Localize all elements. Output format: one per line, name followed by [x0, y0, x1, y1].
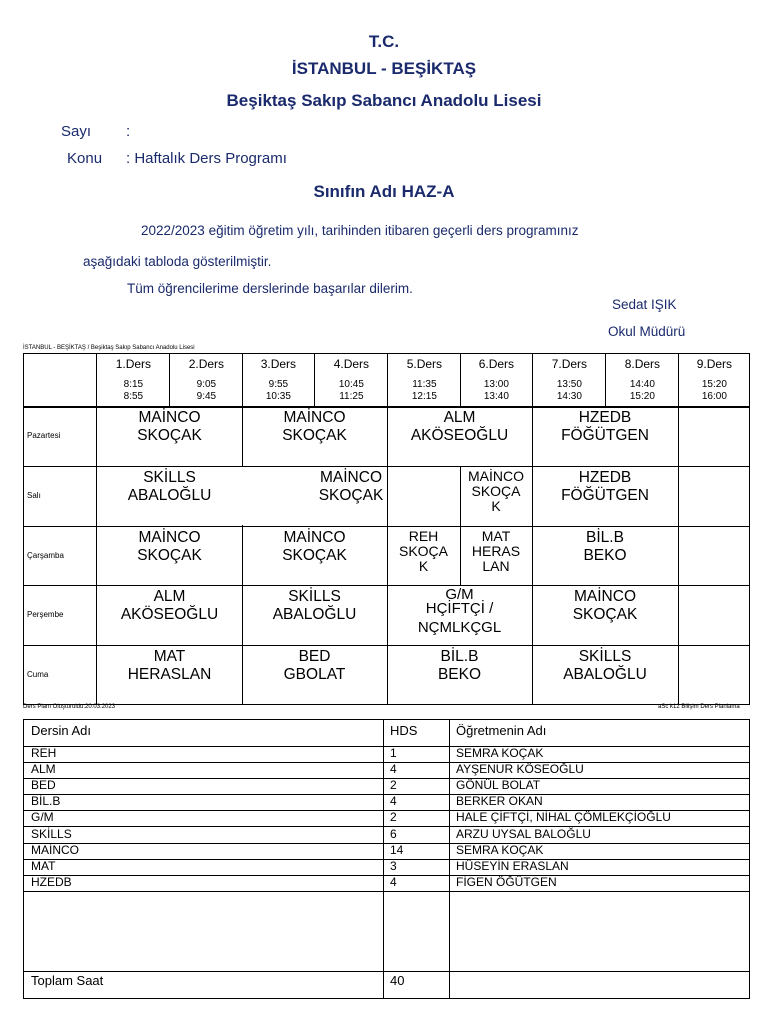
lesson-cell: MAİNCO SKOÇAK — [572, 588, 638, 623]
lesson-cell: HZEDB FÖĞÜTGEN — [561, 469, 649, 504]
lesson-cell: MAİNCO SKOÇAK — [137, 409, 202, 444]
header-school: Beşiktaş Sakıp Sabancı Anadolu Lisesi — [226, 91, 542, 110]
cell-teacher: HÜSEYİN ERASLAN — [456, 858, 569, 873]
header-course: Dersin Adı — [31, 723, 91, 738]
table-row — [24, 875, 749, 891]
lesson-cell: BİL.B BEKO — [437, 648, 482, 683]
lesson-cell: MAİNCO SKOÇAK — [282, 409, 347, 444]
total-label: Toplam Saat — [31, 973, 104, 988]
weekly-schedule-table — [23, 353, 750, 705]
table-row — [24, 762, 749, 778]
total-value: 40 — [390, 973, 405, 988]
period-header-4: 4.Ders 10:45 11:25 — [333, 357, 370, 402]
day-label-tuesday: Salı — [27, 491, 41, 500]
cell-course: G/M — [31, 810, 54, 825]
table-row — [24, 843, 749, 859]
lesson-cell: REH SKOÇA K — [398, 528, 448, 574]
lesson-cell: MAT HERASLAN — [127, 648, 212, 683]
period-header-6: 6.Ders 13:00 13:40 — [478, 357, 515, 402]
lesson-cell: ALM AKÖSEOĞLU — [410, 409, 509, 444]
lesson-cell: MAİNCO SKOÇA K — [468, 468, 524, 514]
cell-hours: 4 — [390, 874, 397, 889]
cell-teacher: SEMRA KOÇAK — [456, 842, 544, 857]
body-paragraph-3: Tüm öğrencilerime derslerinde başarılar dilerim. — [127, 281, 413, 296]
cell-hours: 2 — [390, 810, 397, 825]
lesson-cell: G/M HÇİFTÇİ / NÇMLKÇGL — [417, 586, 502, 636]
day-label-friday: Cuma — [27, 670, 49, 679]
header-city: İSTANBUL - BEŞİKTAŞ — [291, 59, 477, 78]
cell-teacher: SEMRA KOÇAK — [456, 746, 544, 760]
table-row — [24, 778, 749, 794]
period-header-1: 1.Ders 8:15 8:55 — [115, 357, 152, 402]
cell-course: ALM — [31, 762, 56, 777]
grid-line — [24, 891, 749, 892]
cell-hours: 6 — [390, 826, 397, 841]
cell-course: BİL.B — [31, 794, 61, 809]
lesson-cell: MAT HERAS LAN — [471, 528, 521, 574]
konu-label: Konu — [67, 150, 103, 167]
table-row — [24, 794, 749, 810]
cell-teacher: AYŞENUR KÖSEOĞLU — [456, 762, 584, 777]
header-tc: T.C. — [368, 32, 400, 51]
teacher-table — [23, 719, 750, 999]
header-teacher: Öğretmenin Adı — [456, 723, 547, 738]
table-row — [24, 746, 749, 762]
lesson-cell: SKİLLS ABALOĞLU — [127, 469, 212, 504]
period-header-8: 8.Ders 14:40 15:20 — [624, 357, 661, 402]
sayi-value: : — [126, 123, 131, 140]
period-header-2: 2.Ders 9:05 9:45 — [188, 357, 225, 402]
cell-hours: 4 — [390, 762, 397, 777]
sayi-label: Sayı — [61, 123, 92, 140]
cell-hours: 4 — [390, 794, 397, 809]
lesson-cell: HZEDB FÖĞÜTGEN — [561, 409, 649, 444]
cell-hours: 3 — [390, 858, 397, 873]
cell-teacher: GÖNÜL BOLAT — [456, 778, 541, 793]
table-row — [24, 827, 749, 843]
lesson-cell: MAİNCO SKOÇAK — [282, 529, 347, 564]
day-label-thursday: Perşembe — [27, 610, 64, 619]
lesson-cell: MAİNCO SKOÇAK — [137, 529, 202, 564]
schedule-caption: İSTANBUL - BEŞİKTAŞ / Beşiktaş Sakıp Sabancı Anadolu Lisesi — [23, 345, 195, 351]
cell-hours: 1 — [390, 746, 397, 760]
cell-course: HZEDB — [31, 874, 72, 889]
cell-teacher: BERKER OKAN — [456, 794, 543, 809]
lesson-cell: SKİLLS ABALOĞLU — [272, 588, 357, 623]
footer-created: Ders Planı Oluşturuldu:20.03.2023 — [23, 704, 116, 710]
footer-software: aSc k12 Bilişim Ders Planlama — [658, 704, 740, 710]
lesson-cell: SKİLLS ABALOĞLU — [563, 648, 647, 683]
table-row — [24, 859, 749, 875]
period-header-5: 5.Ders 11:35 12:15 — [406, 357, 443, 402]
konu-value: : Haftalık Ders Programı — [126, 150, 287, 167]
day-label-wednesday: Çarşamba — [27, 551, 64, 560]
cell-hours: 2 — [390, 778, 397, 793]
day-label-monday: Pazartesi — [27, 431, 61, 440]
lesson-cell: BED GBOLAT — [283, 648, 346, 683]
lesson-cell: ALM AKÖSEOĞLU — [120, 588, 219, 623]
cell-course: BED — [31, 778, 56, 793]
cell-course: REH — [31, 746, 57, 760]
cell-teacher: HALE ÇİFTÇİ, NİHAL ÇÖMLEKÇİOĞLU — [456, 810, 671, 825]
header-hours: HDS — [390, 723, 418, 738]
period-header-9: 9.Ders 15:20 16:00 — [696, 357, 733, 402]
lesson-cell: MAİNCO SKOÇAK — [318, 469, 384, 504]
cell-teacher: FİGEN ÖĞÜTGEN — [456, 874, 557, 889]
body-paragraph-1: 2022/2023 eğitim öğretim yılı, tarihinden itibaren geçerli ders programınız — [141, 223, 579, 238]
cell-course: SKİLLS — [31, 826, 72, 841]
cell-course: MAT — [31, 858, 56, 873]
cell-course: MAİNCO — [31, 842, 79, 857]
table-row — [24, 810, 749, 826]
class-title: Sınıfın Adı HAZ-A — [313, 182, 455, 201]
body-paragraph-2: aşağıdaki tabloda gösterilmiştir. — [83, 254, 272, 269]
lesson-cell: BİL.B BEKO — [583, 529, 627, 564]
period-header-7: 7.Ders 13:50 14:30 — [551, 357, 588, 402]
signer-title: Okul Müdürü — [608, 324, 686, 339]
period-header-3: 3.Ders 9:55 10:35 — [260, 357, 297, 402]
cell-teacher: ARZU UYSAL BALOĞLU — [456, 826, 591, 841]
signer-name: Sedat IŞIK — [612, 297, 677, 312]
cell-hours: 14 — [390, 842, 404, 857]
grid-line — [24, 971, 749, 972]
